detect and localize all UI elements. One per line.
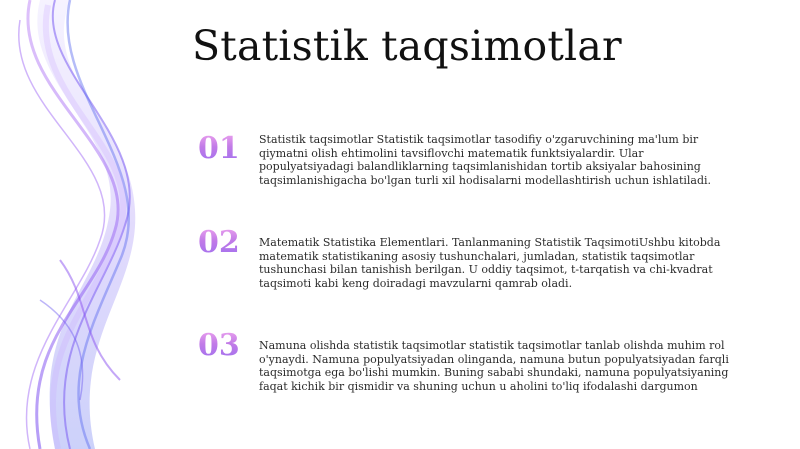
decorative-wave-graphic (0, 0, 180, 449)
item-text-2: Matematik Statistika Elementlari. Tanlanmaning Statistik TaqsimotiUshbu kitobda matematik statistikaning asosiy tushunchalari, jumladan, statistik taqsimotlar tushunchasi bilan tanishish berilgan. U oddiy taqsimot, t-tarqatish va chi-kvadrat taqsimoti kabi keng doiradagi mavzularni qamrab oladi. (259, 236, 721, 290)
item-number-2: 02 (198, 225, 250, 260)
item-text-1: Statistik taqsimotlar Statistik taqsimotlar tasodifiy o'zgaruvchining ma'lum bir qiymatni olish ehtimolini tavsiflovchi matematik funktsiyalardir. Ular populyatsiyadagi balandliklarning taqsimlanishidan tortib aksiyalar bahosining taqsimlanishigacha bo'lgan turli xil hodisalarni modellashtirish uchun ishlatiladi. (259, 133, 712, 187)
page-title: Statistik taqsimotlar (192, 22, 622, 70)
item-number-1: 01 (198, 131, 250, 166)
item-text-3: Namuna olishda statistik taqsimotlar statistik taqsimotlar tanlab olishda muhim rol o'ynaydi. Namuna populyatsiyadan olinganda, namuna butun populyatsiyadan farqli taqsimotga ega bo'lishi mumkin. Buning sababi shundaki, namuna populyatsiyaning faqat kichik bir qismidir va shuning uchun u aholini to'liq ifodalashi dargumon (259, 339, 729, 393)
item-number-3: 03 (198, 328, 250, 363)
